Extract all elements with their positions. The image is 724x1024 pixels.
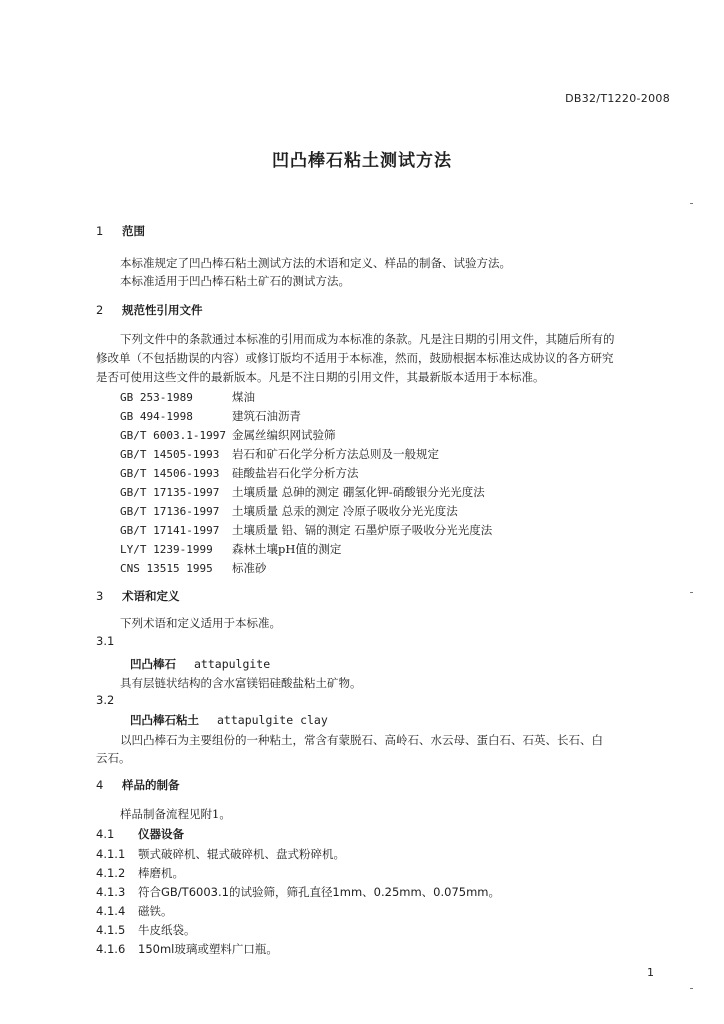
reference-code: LY/T 1239-1999 — [120, 543, 213, 556]
term-en: attapulgite — [194, 657, 271, 671]
item-number: 4.1.4 — [96, 904, 126, 918]
page-number: 1 — [647, 966, 654, 979]
standard-number: DB32/T1220-2008 — [565, 92, 670, 105]
reference-item — [120, 561, 267, 576]
section-2-heading — [96, 303, 203, 317]
section-title: 术语和定义 — [122, 589, 180, 603]
reference-code: GB/T 17135-1997 — [120, 486, 220, 499]
paragraph-line: 是否可使用这些文件的最新版本。凡是不注日期的引用文件，其最新版本适用于本标准。 — [96, 370, 545, 384]
reference-code: GB 253-1989 — [120, 391, 193, 404]
term-en: attapulgite clay — [217, 713, 328, 727]
subsection-heading — [96, 827, 184, 841]
item-text: 150ml玻璃或塑料广口瓶。 — [138, 942, 278, 956]
item-number: 4.1.5 — [96, 923, 126, 937]
reference-title: 金属丝编织网试验筛 — [232, 428, 336, 442]
reference-title: 建筑石油沥青 — [232, 409, 301, 423]
item-number: 4.1.2 — [96, 866, 126, 880]
reference-title: 标准砂 — [232, 561, 267, 575]
reference-item — [120, 466, 359, 481]
reference-code: GB/T 17141-1997 — [120, 524, 220, 537]
term-entry — [130, 657, 270, 671]
term-zh: 凹凸棒石粘土 — [130, 713, 199, 727]
reference-code: CNS 13515 1995 — [120, 562, 213, 575]
list-item — [96, 942, 278, 956]
paragraph-line: 下列文件中的条款通过本标准的引用而成为本标准的条款。凡是注日期的引用文件，其随后所有的 — [120, 332, 615, 346]
page-title: 凹凸棒石粘土测试方法 — [272, 151, 452, 171]
term-definition: 云石。 — [96, 751, 131, 765]
list-item — [96, 885, 500, 899]
reference-code: GB/T 14506-1993 — [120, 467, 220, 480]
item-number: 4.1.6 — [96, 942, 126, 956]
reference-title: 硅酸盐岩石化学分析方法 — [232, 466, 359, 480]
section-3-heading — [96, 589, 180, 603]
reference-title: 岩石和矿石化学分析方法总则及一般规定 — [232, 447, 439, 461]
item-text: 磁铁。 — [138, 904, 173, 918]
paragraph: 本标准适用于凹凸棒石粘土矿石的测试方法。 — [120, 274, 350, 288]
reference-item — [120, 485, 485, 500]
section-number: 2 — [96, 303, 104, 317]
section-number: 1 — [96, 224, 104, 238]
reference-code: GB/T 14505-1993 — [120, 448, 220, 461]
reference-item — [120, 390, 255, 405]
section-1-heading — [96, 224, 145, 238]
term-definition: 具有层链状结构的含水富镁铝硅酸盐粘土矿物。 — [120, 676, 362, 690]
list-item — [96, 847, 345, 861]
reference-item — [120, 428, 336, 443]
term-number: 3.1 — [96, 634, 115, 648]
section-4-heading — [96, 778, 180, 792]
scan-speck — [690, 203, 693, 204]
subsection-number: 4.1 — [96, 827, 115, 841]
item-text: 颚式破碎机、辊式破碎机、盘式粉碎机。 — [138, 847, 345, 861]
scan-speck — [690, 592, 693, 593]
term-number: 3.2 — [96, 693, 115, 707]
item-text: 牛皮纸袋。 — [138, 923, 196, 937]
item-number: 4.1.3 — [96, 885, 126, 899]
term-definition: 以凹凸棒石为主要组份的一种粘土，常含有蒙脱石、高岭石、水云母、蛋白石、石英、长石、白 — [120, 733, 603, 747]
section-number: 3 — [96, 589, 104, 603]
term-entry — [130, 713, 328, 727]
reference-item — [120, 523, 492, 538]
reference-item — [120, 409, 301, 424]
reference-item — [120, 504, 458, 519]
section-title: 样品的制备 — [122, 778, 180, 792]
section-title: 规范性引用文件 — [122, 303, 203, 317]
reference-item — [120, 542, 341, 557]
paragraph-line: 修改单（不包括勘误的内容）或修订版均不适用于本标准，然而，鼓励根据本标准达成协议的各方研究 — [96, 351, 614, 365]
paragraph: 本标准规定了凹凸棒石粘土测试方法的术语和定义、样品的制备、试验方法。 — [120, 256, 511, 270]
scan-speck — [690, 988, 693, 989]
reference-item — [120, 447, 439, 462]
reference-title: 土壤质量 总砷的测定 硼氢化钾-硝酸银分光光度法 — [232, 485, 485, 499]
reference-title: 土壤质量 铅、镉的测定 石墨炉原子吸收分光光度法 — [232, 523, 493, 537]
reference-code: GB/T 6003.1-1997 — [120, 429, 226, 442]
item-text: 棒磨机。 — [138, 866, 184, 880]
reference-title: 煤油 — [232, 390, 255, 404]
list-item — [96, 866, 184, 880]
item-text: 符合GB/T6003.1的试验筛，筛孔直径1mm、0.25mm、0.075mm。 — [138, 885, 500, 899]
reference-code: GB/T 17136-1997 — [120, 505, 220, 518]
term-zh: 凹凸棒石 — [130, 657, 176, 671]
list-item — [96, 904, 173, 918]
subsection-title: 仪器设备 — [138, 827, 184, 841]
reference-title: 森林土壤pH值的测定 — [232, 542, 342, 556]
list-item — [96, 923, 196, 937]
item-number: 4.1.1 — [96, 847, 126, 861]
section-title: 范围 — [122, 224, 145, 238]
section-number: 4 — [96, 778, 104, 792]
paragraph: 样品制备流程见附1。 — [120, 807, 231, 821]
reference-title: 土壤质量 总汞的测定 冷原子吸收分光光度法 — [232, 504, 458, 518]
paragraph: 下列术语和定义适用于本标准。 — [120, 616, 281, 630]
reference-code: GB 494-1998 — [120, 410, 193, 423]
